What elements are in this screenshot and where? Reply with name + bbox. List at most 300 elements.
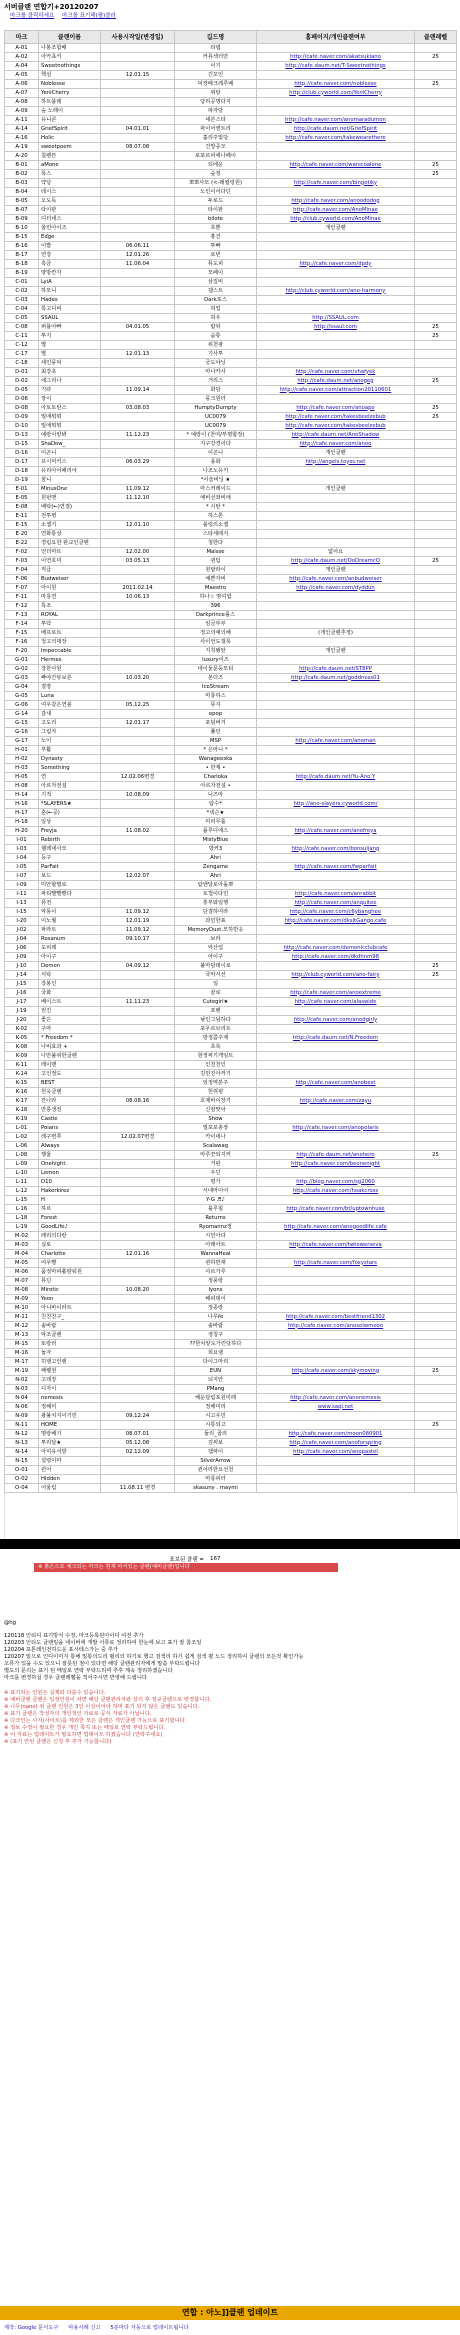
homepage-cell[interactable]: http://ssaul.com [257, 323, 415, 332]
start-date-cell: 12.01.26 [101, 251, 175, 260]
level-cell [415, 98, 457, 107]
mark-cell: B-18 [5, 260, 39, 269]
mark-cell: B-04 [5, 188, 39, 197]
guild-cell: 카이네나 [175, 1133, 257, 1142]
clan-name-cell: Poians [39, 1124, 101, 1133]
mark-cell: M-10 [5, 1304, 39, 1313]
homepage-cell[interactable]: http://cafe.daum.net/Yu-Ano.Y [257, 773, 415, 782]
clan-name-cell: HOME [39, 1421, 101, 1430]
table-row [5, 1025, 457, 1034]
homepage-cell[interactable]: http://cafe.naver.com/twtowerseva [257, 1241, 415, 1250]
mark-cell: G-02 [5, 665, 39, 674]
homepage-cell[interactable]: http://cafe.naver.com/anodgirly [257, 1016, 415, 1025]
homepage-cell[interactable]: http://cafe.daum.net/T-Sweetnothings [257, 62, 415, 71]
homepage-cell [257, 980, 415, 989]
homepage-cell[interactable]: http://cafe.naver.com/bt/uptownhuse [257, 1205, 415, 1214]
homepage-cell[interactable]: http://ano-slayers.cyworld.com/ [257, 800, 415, 809]
homepage-cell [257, 611, 415, 620]
warning-line: ※ 이 자료는 업데이트가 필요하면 업데이트 하겠습니다 (연락주세요) [4, 1732, 163, 1738]
start-date-cell [101, 1070, 175, 1079]
homepage-cell[interactable]: http://cafe.naver.com/takewearethere [257, 134, 415, 143]
clan-name-cell: 레구련쭈 [39, 1133, 101, 1142]
guild-cell: 아래아트 [175, 1241, 257, 1250]
mark-cell: F-14 [5, 620, 39, 629]
start-date-cell [101, 710, 175, 719]
level-cell [415, 773, 457, 782]
divider-band [0, 1539, 460, 1549]
clan-name-cell: Hakerkirez [39, 1187, 101, 1196]
level-cell [415, 1115, 457, 1124]
homepage-cell[interactable]: http://cafe.naver.com/vhafyek [257, 368, 415, 377]
guild-cell: 항정찌기게임트 [175, 1052, 257, 1061]
start-date-cell: 06.06.11 [101, 242, 175, 251]
level-cell [415, 215, 457, 224]
table-row [5, 458, 457, 467]
footer-update-note: 5분마다 자동으로 업데이트됩니다 [110, 2325, 189, 2331]
guild-cell: 포펜 [175, 1007, 257, 1016]
start-date-cell: 02.12.09 [101, 1448, 175, 1457]
sheet-subtitle [4, 12, 456, 20]
table-row [5, 485, 457, 494]
level-cell [415, 314, 457, 323]
level-cell [415, 431, 457, 440]
homepage-cell[interactable]: http://cafe.daum.net/ST8PP [257, 665, 415, 674]
start-date-cell [101, 1196, 175, 1205]
level-cell [415, 575, 457, 584]
clan-name-cell: 페렐원 [39, 1367, 101, 1376]
homepage-cell [257, 359, 415, 368]
guild-cell: 뭉크원터 [175, 395, 257, 404]
column-header: 홈페이지/개인클랜여부 [257, 31, 415, 44]
start-date-cell: 10.03.20 [101, 674, 175, 683]
level-cell [415, 683, 457, 692]
mark-cell: M-19 [5, 1367, 39, 1376]
guild-cell: 정종랑 [175, 1304, 257, 1313]
homepage-cell[interactable]: http://cafe.daum.net/AnoShadow [257, 431, 415, 440]
homepage-cell[interactable]: http://cafe.naver.com/foxystars [257, 1259, 415, 1268]
mark-cell: F-06 [5, 575, 39, 584]
start-date-cell: 12.01.13 [101, 350, 175, 359]
guild-cell: 뇌지안 [175, 1376, 257, 1385]
guild-cell: 인천천인 [175, 1061, 257, 1070]
guild-cell: 뮤지 [175, 701, 257, 710]
table-row [5, 1097, 457, 1106]
start-date-cell: 11.09.12 [101, 908, 175, 917]
homepage-cell [257, 692, 415, 701]
table-row [5, 827, 457, 836]
clan-name-cell: 아미유서방 [39, 1448, 101, 1457]
homepage-cell[interactable]: http://cafe.naver.com/anquitee [257, 899, 415, 908]
level-cell [415, 512, 457, 521]
level-cell [415, 998, 457, 1007]
footer-report-link[interactable]: 악용사례 신고 [68, 2325, 101, 2331]
mark-cell: H-16 [5, 800, 39, 809]
start-date-cell: 11.12.23 [101, 431, 175, 440]
table-row [5, 251, 457, 260]
homepage-cell[interactable]: http://club.cyworld.com/YeniCherry [257, 89, 415, 98]
mark-cell: K-02 [5, 1025, 39, 1034]
homepage-cell[interactable]: http://cafe.naver.com/anoododog [257, 197, 415, 206]
homepage-cell[interactable]: http://cafe.naver.com/anoman [257, 737, 415, 746]
homepage-cell[interactable]: http://cafe.naver.com/anomaradumon [257, 116, 415, 125]
homepage-cell: 개인클랜 [257, 485, 415, 494]
level-cell [415, 863, 457, 872]
guild-cell: MSP [175, 737, 257, 746]
guild-cell: 해피데이 [175, 1295, 257, 1304]
guild-cell: Dark포스 [175, 296, 257, 305]
mark-cell: D-15 [5, 440, 39, 449]
homepage-cell[interactable]: http://cafe.naver.com/attraction20110601 [257, 386, 415, 395]
table-row [5, 287, 457, 296]
start-date-cell: 05.12.25 [101, 701, 175, 710]
clan-name-cell: 기적 [39, 791, 101, 800]
guild-cell: 아르자전설 • [175, 782, 257, 791]
clan-name-cell: 고데장 [39, 1376, 101, 1385]
mark-cell: A-05 [5, 71, 39, 80]
homepage-cell: 개인클랜 [257, 566, 415, 575]
homepage-cell[interactable]: http://cafe.naver.com/dpdy [257, 260, 415, 269]
warning-line: ※ (표기 안된 클랜은 신청 후 추가 가능합니다) [4, 1739, 112, 1745]
mark-cell: B-09 [5, 215, 39, 224]
level-cell [415, 1358, 457, 1367]
clan-name-cell: Dynasty [39, 755, 101, 764]
banner-right[interactable]: 아노]]클랜 업데이트 [206, 2308, 279, 2317]
clan-name-cell: SSAUL [39, 314, 101, 323]
note-line: 별도의 문의는 표기 된 메일로 연락 부탁드리며 추후 계속 정리하겠습니다 [4, 1668, 173, 1674]
homepage-cell[interactable]: http://SSAUL.com [257, 314, 415, 323]
start-date-cell [101, 530, 175, 539]
homepage-cell [257, 1106, 415, 1115]
guild-cell: 탐수* [175, 800, 257, 809]
guild-cell: 마나카사 [175, 368, 257, 377]
homepage-cell[interactable]: http://cafe.naver.com/hoakcross [257, 1187, 415, 1196]
clan-name-cell: 특조 [39, 602, 101, 611]
guild-cell: 정해미리 [175, 1403, 257, 1412]
mark-cell: I-13 [5, 899, 39, 908]
homepage-cell [257, 710, 415, 719]
level-cell [415, 1394, 457, 1403]
homepage-cell[interactable]: http://club.cyworld.com/ano-fairy [257, 971, 415, 980]
level-cell [415, 1385, 457, 1394]
homepage-cell[interactable]: http://cafe.naver.com/zayu [257, 1097, 415, 1106]
clan-name-cell: 만릉생전 [39, 1106, 101, 1115]
guild-cell: 위탕 [175, 89, 257, 98]
homepage-cell[interactable]: http://cafe.naver.com/takesbeelzebub [257, 422, 415, 431]
clan-name-cell: 청고의대장 [39, 638, 101, 647]
guild-cell: Charloka [175, 773, 257, 782]
start-date-cell [101, 1322, 175, 1331]
start-date-cell [101, 638, 175, 647]
homepage-cell [257, 872, 415, 881]
clan-table [4, 30, 457, 1493]
homepage-cell[interactable]: http://cafe.naver.com/anoextreme [257, 989, 415, 998]
guild-cell: * 예랑이 (천여/부평합정) [175, 431, 257, 440]
level-cell [415, 179, 457, 188]
mark-cell: A-06 [5, 80, 39, 89]
start-date-cell: 10.06.13 [101, 593, 175, 602]
homepage-cell[interactable]: http://cafe.naver.com/skymoving [257, 1367, 415, 1376]
guild-cell: 예비선좌비애 [175, 494, 257, 503]
guild-cell: 풀던 [175, 728, 257, 737]
table-row [5, 350, 457, 359]
table-row [5, 206, 457, 215]
level-cell [415, 1205, 457, 1214]
level-cell [415, 620, 457, 629]
table-row [5, 1286, 457, 1295]
table-row [5, 98, 457, 107]
homepage-cell[interactable]: http://cafe.naver.com/anogoodlife.cafe [257, 1223, 415, 1232]
homepage-cell [257, 233, 415, 242]
homepage-cell[interactable]: http://cafe.naver.com/demonicclubcafe [257, 944, 415, 953]
guild-cell: 사르가루 [175, 1268, 257, 1277]
homepage-cell[interactable]: http://cafe.naver.com/alaswide [257, 998, 415, 1007]
homepage-cell [257, 1232, 415, 1241]
clan-name-cell: 구마 [39, 1025, 101, 1034]
homepage-cell [257, 1169, 415, 1178]
clan-name-cell: 이밥 [39, 242, 101, 251]
column-header: 클랜이름 [39, 31, 101, 44]
mark-cell: C-01 [5, 278, 39, 287]
guild-cell: 거판 [175, 1160, 257, 1169]
footer-google-link[interactable]: 제작: Google 문서도구 [4, 2325, 59, 2331]
homepage-cell[interactable]: http://cafe.naver.com/bingotiky [257, 179, 415, 188]
start-date-cell: 11.06.04 [101, 260, 175, 269]
mark-cell: L-12 [5, 1187, 39, 1196]
homepage-cell[interactable]: http://cafe.naver.com/c6ybanghee [257, 908, 415, 917]
table-row [5, 935, 457, 944]
homepage-cell[interactable]: http://cafe.naver.com/beonenight [257, 1160, 415, 1169]
level-cell [415, 89, 457, 98]
homepage-cell[interactable]: http://cafe.naver.com/bonsuljang [257, 845, 415, 854]
start-date-cell [101, 1295, 175, 1304]
start-date-cell [101, 1331, 175, 1340]
level-cell: 25 [415, 413, 457, 422]
homepage-cell[interactable]: http://club.cyworld.com/ano-harmony [257, 287, 415, 296]
start-date-cell [101, 233, 175, 242]
homepage-cell[interactable]: http://cafe.naver.com/wanicoalone [257, 161, 415, 170]
level-cell [415, 719, 457, 728]
start-date-cell [101, 170, 175, 179]
note-line: 120207 밑으로 인디이미지 통해 밑통의드리 펼리의 하기로 했고 검색리 하기 쉽게 검색 펼 노드 정리하여 클랜의 모든것 확인가능 [4, 1654, 304, 1660]
start-date-cell [101, 98, 175, 107]
guild-cell: 화담 [175, 386, 257, 395]
mark-cell: D-16 [5, 449, 39, 458]
start-date-cell: 03.05.13 [101, 557, 175, 566]
mark-cell: N-04 [5, 1394, 39, 1403]
mark-cell: G-06 [5, 701, 39, 710]
level-cell [415, 1232, 457, 1241]
guild-cell: 둘리_골리 [175, 1430, 257, 1439]
homepage-cell[interactable]: http://cafe.naver.com/anonemesis [257, 1394, 415, 1403]
clan-name-cell: Rebirth [39, 836, 101, 845]
start-date-cell: 08.08.16 [101, 1097, 175, 1106]
table-row [5, 53, 457, 62]
start-date-cell [101, 1367, 175, 1376]
guild-cell: 끝로 [175, 989, 257, 998]
guild-cell: 흥부와일행 [175, 899, 257, 908]
guild-cell: 시통되고 [175, 1421, 257, 1430]
start-date-cell [101, 377, 175, 386]
banner-left: 연합 : [181, 2308, 204, 2317]
level-cell [415, 1079, 457, 1088]
table-row [5, 746, 457, 755]
homepage-cell[interactable]: http://cafe.naver.com/anosolwmoon [257, 1322, 415, 1331]
homepage-cell[interactable]: http://cafe.naver.com/noblesse [257, 80, 415, 89]
table-row [5, 395, 457, 404]
mark-cell: B-17 [5, 251, 39, 260]
start-date-cell [101, 314, 175, 323]
clan-name-cell: 아르자전설 [39, 782, 101, 791]
homepage-cell[interactable]: http://cafe.naver.com/moon080901 [257, 1430, 415, 1439]
start-date-cell: 12.02.06변경 [101, 773, 175, 782]
homepage-cell [257, 170, 415, 179]
guild-cell: Y-G ♬♪ [175, 1196, 257, 1205]
mark-cell: L-06 [5, 1142, 39, 1151]
guild-cell: 건망증모 [175, 143, 257, 152]
homepage-cell[interactable]: http://cafe.naver.com/bestfriend1302 [257, 1313, 415, 1322]
guild-cell: IceStream [175, 683, 257, 692]
homepage-cell[interactable]: http://cafe.naver.com/anofreya [257, 827, 415, 836]
homepage-cell[interactable]: http://cafe.daum.net/goddness01 [257, 674, 415, 683]
homepage-cell[interactable]: http://cafe.naver.com/dksltGango.cafe [257, 917, 415, 926]
table-row [5, 413, 457, 422]
mark-cell: F-03 [5, 557, 39, 566]
guild-cell: 방정쯤주제 [175, 1034, 257, 1043]
level-cell [415, 1223, 457, 1232]
update-banner [0, 2306, 460, 2320]
table-row [5, 1007, 457, 1016]
homepage-cell[interactable]: http://cafe.naver.com/anoforspring [257, 1439, 415, 1448]
table-row [5, 494, 457, 503]
start-date-cell [101, 818, 175, 827]
guild-cell: 악산업 [175, 944, 257, 953]
view-mark-link[interactable]: 마크를 표기해(펼)클라 [62, 13, 116, 19]
guild-cell: 이기 [175, 62, 257, 71]
homepage-cell[interactable]: http://cafe.daum.net/OoDreamcO [257, 557, 415, 566]
guild-cell: 퀀하반재 [175, 1259, 257, 1268]
start-date-cell: 04.01.01 [101, 125, 175, 134]
start-date-cell: 12.02.00 [101, 548, 175, 557]
homepage-cell [257, 278, 415, 287]
mark-cell: L-10 [5, 1169, 39, 1178]
start-date-cell [101, 899, 175, 908]
level-cell [415, 701, 457, 710]
homepage-cell[interactable]: http://cafe.naver.com/anoo [257, 440, 415, 449]
table-row [5, 341, 457, 350]
mark-cell: E-22 [5, 539, 39, 548]
table-row [5, 656, 457, 665]
homepage-cell[interactable]: http://blog.naver.com/sg2060 [257, 1178, 415, 1187]
homepage-cell[interactable]: http://cafe.naver.com/anrabbit [257, 890, 415, 899]
homepage-cell[interactable]: http://cafe.naver.com/anoapo [257, 404, 415, 413]
mark-cell: M-15 [5, 1340, 39, 1349]
start-date-cell [101, 1277, 175, 1286]
homepage-cell[interactable]: http://cafe.naver.com/akatsukiano [257, 53, 415, 62]
guild-cell: *넥슨★ [175, 809, 257, 818]
start-date-cell: 04.01.05 [101, 323, 175, 332]
table-row [5, 539, 457, 548]
mark-cell: I-15 [5, 908, 39, 917]
guild-cell: 니즈마 [175, 791, 257, 800]
mark-cell: A-16 [5, 134, 39, 143]
guild-cell: 임정역분주 [175, 1079, 257, 1088]
table-row [5, 584, 457, 593]
homepage-cell[interactable]: http://cafe.naver.com/dyddun [257, 584, 415, 593]
homepage-cell[interactable]: http://angels.toyss.net [257, 458, 415, 467]
homepage-cell[interactable]: http://cafe.naver.com/anopolaris [257, 1124, 415, 1133]
table-row [5, 197, 457, 206]
table-row [5, 422, 457, 431]
homepage-cell[interactable]: http://cafe.naver.com/takesbeelzebub [257, 413, 415, 422]
level-cell [415, 935, 457, 944]
homepage-cell[interactable]: http://cafe.daum.net/anogeg [257, 377, 415, 386]
guild-cell: Ahri [175, 872, 257, 881]
sheet-footer [4, 2323, 197, 2331]
guild-cell: Darkprince몰스 [175, 611, 257, 620]
start-date-cell: 11.12.10 [101, 494, 175, 503]
column-header: 클랜레벨 [415, 31, 457, 44]
warning-line: ※ 예비클랜 클랜은 일정인원이 차면 해당 클랜관리자와 상의 후 정규클랜으로 변경합니다. [4, 1697, 212, 1703]
clan-name-cell: 밀애뭐뭐 [39, 413, 101, 422]
mark-cell: M-03 [5, 1241, 39, 1250]
clan-name-cell: 부활 [39, 746, 101, 755]
homepage-cell[interactable]: www.saqi.net [257, 1403, 415, 1412]
table-row [5, 404, 457, 413]
homepage-cell[interactable]: http://club.cyworld.com/AnoMinae [257, 215, 415, 224]
homepage-cell[interactable]: http://cafe.naver.com/fwparfait [257, 863, 415, 872]
homepage-cell[interactable]: http://cafe.daum.net/N.Freedom [257, 1034, 415, 1043]
level-cell [415, 989, 457, 998]
homepage-cell [257, 476, 415, 485]
guild-cell: 홀리주빛당 [175, 134, 257, 143]
mark-cell: G-01 [5, 656, 39, 665]
homepage-cell[interactable]: http://cafe.naver.com/anbudweiser [257, 575, 415, 584]
homepage-cell[interactable]: http://cafe.naver.com/anobest [257, 1079, 415, 1088]
clan-name-cell: 나봉조합배 [39, 44, 101, 53]
start-date-cell [101, 116, 175, 125]
mark-cell: L-16 [5, 1205, 39, 1214]
homepage-cell [257, 854, 415, 863]
table-row [5, 530, 457, 539]
homepage-cell [257, 926, 415, 935]
homepage-cell[interactable]: http://cafe.naver.com/anopastel [257, 1448, 415, 1457]
clan-name-cell: 퀸어 [39, 1466, 101, 1475]
table-row [5, 1394, 457, 1403]
clan-name-cell: 히랭고인랜 [39, 1358, 101, 1367]
guild-cell: Scalawag [175, 1142, 257, 1151]
clan-name-cell: 직급 [39, 566, 101, 575]
level-cell [415, 368, 457, 377]
homepage-cell[interactable]: http://cafe.naver.com/dkdhnm98 [257, 953, 415, 962]
clan-name-cell: 뮤딘 [39, 1277, 101, 1286]
table-row [5, 1079, 457, 1088]
edit-mark-link[interactable]: 마크를 클릭하세요 [10, 13, 55, 19]
homepage-cell[interactable]: http://cafe.naver.com/AnoMinae [257, 206, 415, 215]
level-cell: 25 [415, 332, 457, 341]
start-date-cell: 04.09.12 [101, 962, 175, 971]
homepage-cell[interactable]: http://cafe.daum.net/GriefSpirit [257, 125, 415, 134]
mark-cell: J-15 [5, 980, 39, 989]
table-row [5, 89, 457, 98]
guild-cell: 뽀뽀사모 (<-래컬링원) [175, 179, 257, 188]
start-date-cell [101, 1034, 175, 1043]
start-date-cell [101, 746, 175, 755]
guild-cell: bilote [175, 215, 257, 224]
homepage-cell[interactable]: http://cafe.daum.net/anohero [257, 1151, 415, 1160]
level-cell [415, 44, 457, 53]
guild-cell: 허업 [175, 305, 257, 314]
count-value: 167 [210, 1556, 221, 1562]
